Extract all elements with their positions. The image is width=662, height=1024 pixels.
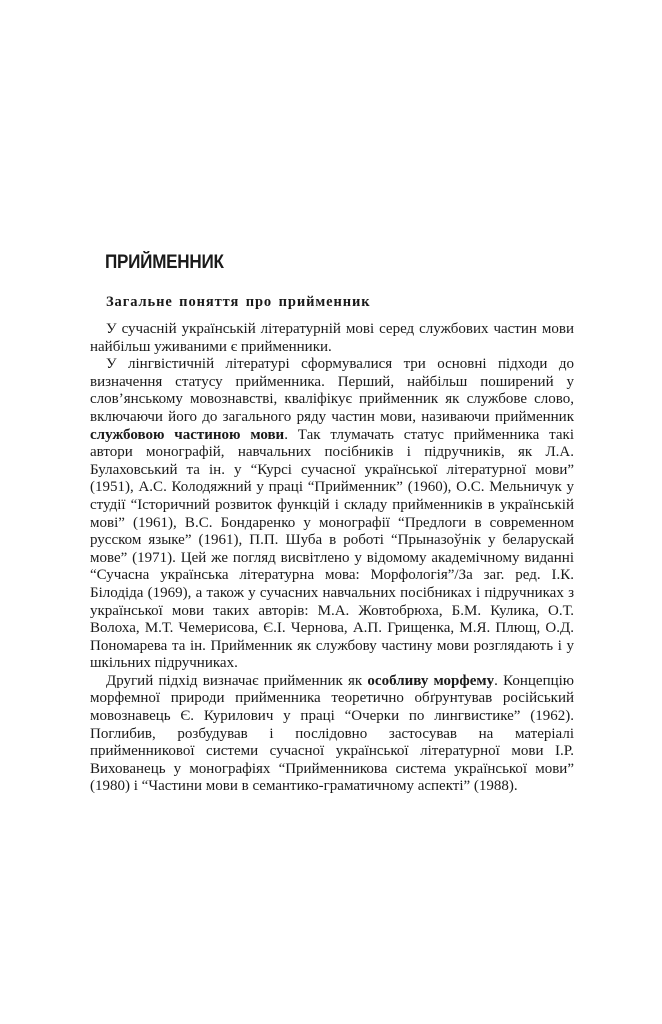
body-text <box>90 321 574 796</box>
term-service-part-of-speech: службовою частиною мови <box>90 426 285 443</box>
paragraph-1-text: У сучасній українській літературній мові серед службових частин мови найбільш уживаними є прийменники. <box>90 321 574 355</box>
term-special-morpheme: особливу морфему <box>367 672 495 689</box>
paragraph-3-text-start: Другий підхід визначає прийменник як <box>106 672 368 689</box>
paragraph-3-text-end: . Концепцію морфемної природи прийменника теоретично обґрунтував російський мовознавець Є. Курилович у праці “Очерки по лингвистике” (1962). Поглибив, розбудував і послідовно застосував на матеріалі прийменникової системи сучасної української літературної мови І.Р. Вихованець у монографіях “Прийменникова система української мови” (1980) і “Частини мови в семантико-граматичному аспекті” (1988). <box>90 672 575 795</box>
paragraph-2-text-end: . Так тлумачать статус прийменника такі автори монографій, навчальних посібників і підручників, як Л.А. Булаховський та ін. у “Курсі сучасної української літературної мови” (1951), А.С. Колодяжний у праці “Прийменник” (1960), О.С. Мельничук у студії “Історичний розвиток функцій і складу прийменників в українській мові” (1961), В.С. Бондаренко у монографії “Предлоги в современном русском языке” (1961), П.П. Шуба в роботі “Прыназоўнік у беларускай мове” (1971). Цей же погляд висвітлено у відомому академічному виданні “Сучасна українська літературна мова: Морфологія”/За заг. ред. І.К. Білодіда (1969), а також у сучасних навчальних посібниках і підручниках з української мови таких авторів: М.А. Жовтобрюха, Б.М. Кулика, О.Т. Волоха, М.Т. Чемерисова, Є.І. Чернова, А.П. Грищенка, М.Я. Плющ, О.Д. Пономарева та ін. Прийменник як службову частину мови розглядають і у шкільних підручниках. <box>90 426 574 672</box>
paragraph-2-text-start: У лінгвістичній літературі сформувалися три основні підходи до визначення статусу прийменника. Перший, найбільш поширений у слов’янському мовознавстві, кваліфікує прийменник як службове слово, включаючи його до загального ряду частин мови, називаючи прийменник <box>90 356 574 425</box>
paragraph-2 <box>90 356 574 673</box>
chapter-title: ПРИЙМЕННИК <box>105 252 224 273</box>
paragraph-1 <box>90 321 574 356</box>
section-heading: Загальне поняття про прийменник <box>106 294 371 310</box>
paragraph-3 <box>90 673 574 796</box>
